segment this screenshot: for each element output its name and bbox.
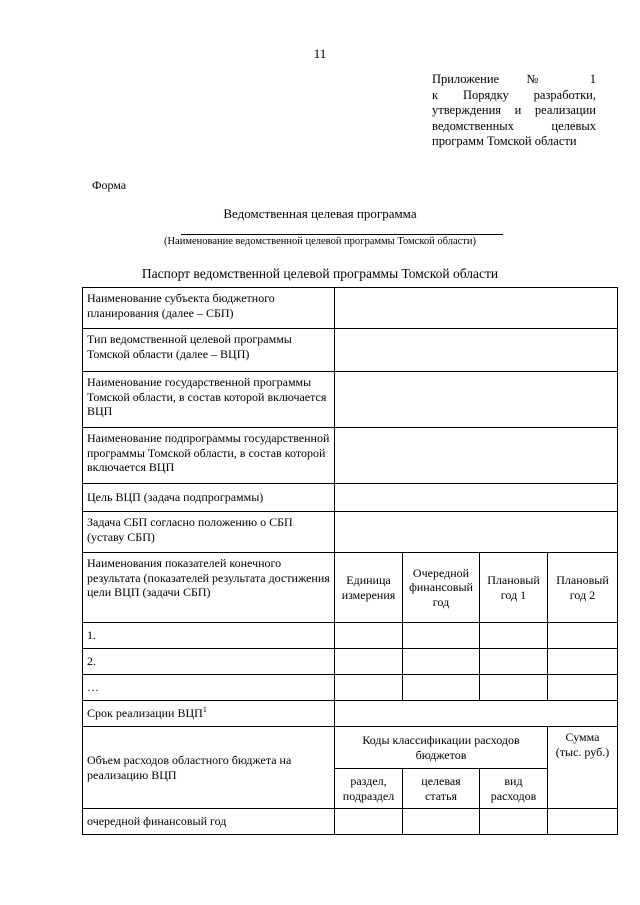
appendix-line: программ Томской области [432, 134, 577, 148]
row-type-label: Тип ведомственной целевой программы Томской области (далее – ВЦП) [83, 329, 335, 372]
indicator-cell[interactable] [480, 623, 548, 649]
program-name-line [181, 234, 503, 235]
indicator-cell[interactable] [480, 675, 548, 701]
current-year-header: Очередной финансовый год [403, 553, 480, 623]
table-row [83, 675, 618, 701]
form-label: Форма [92, 178, 127, 192]
table-row [83, 484, 618, 512]
indicator-cell[interactable] [403, 623, 480, 649]
indicator-cell[interactable] [403, 649, 480, 675]
next-year-label: очередной финансовый год [83, 809, 335, 835]
row-task-label: Задача СБП согласно положению о СБП (уставу СБП) [83, 512, 335, 553]
indicator-cell[interactable] [335, 649, 403, 675]
row-type-value[interactable] [335, 329, 618, 372]
table-row [83, 372, 618, 428]
indicator-cell[interactable] [548, 675, 618, 701]
appendix-line: Приложение № 1 [432, 72, 596, 86]
expenses-label: Объем расходов областного бюджета на реализацию ВЦП [83, 727, 335, 809]
term-label [83, 701, 335, 727]
program-name-caption: (Наименование ведомственной целевой программы Томской области) [163, 236, 477, 247]
appendix-line: к Порядку разработки, [432, 87, 596, 102]
program-title: Ведомственная целевая программа [223, 206, 417, 221]
sum-header: Сумма (тыс. руб.) [548, 727, 618, 809]
plan-year-1-header: Плановый год 1 [480, 553, 548, 623]
row-state-program-value[interactable] [335, 372, 618, 428]
table-row [83, 288, 618, 329]
appendix-line: утверждения и реализации [432, 103, 596, 117]
row-task-value[interactable] [335, 512, 618, 553]
appendix-note [432, 72, 596, 150]
section-header: раздел, подраздел [335, 769, 403, 809]
term-label-text: Срок реализации ВЦП [87, 706, 203, 721]
row-subprogram-label: Наименование подпрограммы государственной программы Томской области, в состав которой включается ВЦП [83, 428, 335, 484]
passport-title: Паспорт ведомственной целевой программы Томской области [141, 266, 499, 281]
table-row [83, 701, 618, 727]
indicators-header: Наименования показателей конечного результата (показателей результата достижения цели ВЦП (задачи СБП) [83, 553, 335, 623]
expense-cell[interactable] [403, 809, 480, 835]
target-article-header: целевая статья [403, 769, 480, 809]
indicator-cell[interactable] [335, 623, 403, 649]
indicator-cell[interactable] [335, 675, 403, 701]
table-row [83, 553, 618, 623]
indicator-row-label: 2. [83, 649, 335, 675]
expense-cell[interactable] [548, 809, 618, 835]
table-row [83, 428, 618, 484]
indicator-cell[interactable] [403, 675, 480, 701]
indicator-row-label: 1. [83, 623, 335, 649]
indicator-row-label: … [83, 675, 335, 701]
passport-table [82, 287, 618, 835]
unit-header: Единица измерения [335, 553, 403, 623]
expense-type-header: вид расходов [480, 769, 548, 809]
table-row [83, 649, 618, 675]
expense-cell[interactable] [480, 809, 548, 835]
indicator-cell[interactable] [548, 623, 618, 649]
term-footnote: 1 [202, 705, 207, 715]
page-number: 11 [313, 46, 327, 61]
table-row [83, 329, 618, 372]
expense-cell[interactable] [335, 809, 403, 835]
row-goal-label: Цель ВЦП (задача подпрограммы) [83, 484, 335, 512]
row-goal-value[interactable] [335, 484, 618, 512]
table-row [83, 809, 618, 835]
row-state-program-label: Наименование государственной программы Томской области, в состав которой включается ВЦП [83, 372, 335, 428]
indicator-cell[interactable] [548, 649, 618, 675]
row-subprogram-value[interactable] [335, 428, 618, 484]
table-row [83, 623, 618, 649]
term-value[interactable] [335, 701, 618, 727]
indicator-cell[interactable] [480, 649, 548, 675]
row-sbp-value[interactable] [335, 288, 618, 329]
plan-year-2-header: Плановый год 2 [548, 553, 618, 623]
codes-header: Коды классификации расходов бюджетов [335, 727, 548, 769]
appendix-line: ведомственных целевых [432, 118, 596, 133]
table-row [83, 727, 618, 769]
table-row [83, 512, 618, 553]
row-sbp-label: Наименование субъекта бюджетного планирования (далее – СБП) [83, 288, 335, 329]
